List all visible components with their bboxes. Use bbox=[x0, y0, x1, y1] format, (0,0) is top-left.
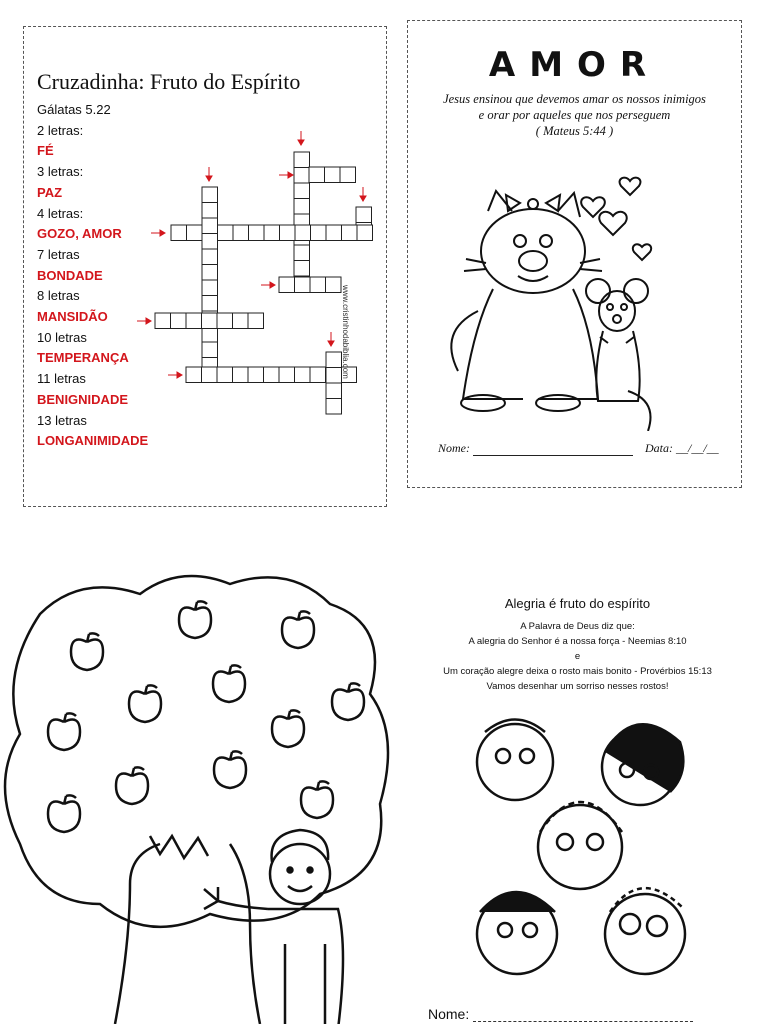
crossword-cell[interactable] bbox=[326, 399, 342, 415]
face-drawing bbox=[477, 720, 553, 801]
verse-line: Jesus ensinou que devemos amar os nossos inimigos bbox=[443, 92, 706, 106]
arrow-icon bbox=[206, 167, 212, 181]
group-label: 2 letras: bbox=[37, 122, 84, 138]
cat-drawing bbox=[451, 191, 602, 411]
crossword-cell[interactable] bbox=[295, 225, 311, 241]
group-label: 13 letras bbox=[37, 412, 87, 428]
reference: Gálatas 5.22 bbox=[37, 102, 111, 117]
heart-icon bbox=[599, 212, 626, 235]
crossword-cell[interactable] bbox=[311, 225, 327, 241]
arrow-icon bbox=[261, 282, 275, 288]
crossword-cell[interactable] bbox=[294, 261, 310, 277]
arrow-icon bbox=[360, 187, 366, 201]
alegria-line: A alegria do Senhor é a nossa força - Neemias 8:10 bbox=[468, 636, 687, 647]
group-words: BENIGNIDADE bbox=[37, 391, 129, 407]
verse-line: e orar por aqueles que nos perseguem bbox=[478, 108, 671, 122]
apple-icon bbox=[71, 633, 103, 670]
apple-icon bbox=[48, 795, 80, 832]
crossword-cell[interactable] bbox=[248, 367, 264, 383]
alegria-page bbox=[410, 596, 745, 694]
apple-icon bbox=[213, 665, 245, 702]
heart-icon bbox=[633, 244, 651, 260]
crossword-cell[interactable] bbox=[310, 277, 326, 293]
crossword-cell[interactable] bbox=[249, 225, 265, 241]
arrow-icon bbox=[328, 332, 334, 346]
name-label: Nome: bbox=[428, 1006, 470, 1022]
alegria-line: A Palavra de Deus diz que: bbox=[520, 621, 635, 632]
website-credit: www.cristinhodabiblia.com bbox=[341, 285, 350, 379]
group-label: 8 letras bbox=[37, 288, 80, 304]
apple-icon bbox=[48, 713, 80, 750]
crossword-cell[interactable] bbox=[233, 313, 249, 329]
faces-illustration bbox=[455, 712, 755, 982]
arrow-icon bbox=[168, 372, 182, 378]
amor-page bbox=[407, 20, 742, 488]
crossword-cell[interactable] bbox=[202, 218, 218, 234]
group-label: 10 letras bbox=[37, 329, 87, 345]
face-drawing bbox=[538, 802, 622, 889]
name-date-line bbox=[438, 441, 719, 456]
boy-drawing bbox=[204, 830, 343, 1024]
mouse-drawing bbox=[586, 279, 651, 431]
crossword-cell[interactable] bbox=[342, 225, 358, 241]
group-words: MANSIDÃO bbox=[37, 309, 108, 325]
crossword-cell[interactable] bbox=[326, 225, 342, 241]
crossword-cell[interactable] bbox=[218, 225, 234, 241]
crossword-cell[interactable] bbox=[294, 199, 310, 215]
crossword-cell[interactable] bbox=[217, 313, 233, 329]
name-label: Nome: bbox=[438, 441, 470, 455]
tree-trunk bbox=[115, 836, 260, 1024]
crossword-cell[interactable] bbox=[280, 225, 296, 241]
crossword-cell[interactable] bbox=[326, 277, 342, 293]
face-drawing bbox=[602, 724, 683, 805]
group-words: FÉ bbox=[37, 143, 54, 159]
crossword-cell[interactable] bbox=[326, 352, 342, 368]
crossword-cell[interactable] bbox=[233, 225, 249, 241]
crossword-cell[interactable] bbox=[186, 313, 202, 329]
crossword-cell[interactable] bbox=[309, 167, 325, 183]
crossword-cell[interactable] bbox=[326, 368, 342, 384]
crossword-cell[interactable] bbox=[264, 367, 280, 383]
crossword-cell[interactable] bbox=[202, 342, 218, 358]
apple-icon bbox=[129, 685, 161, 722]
crossword-cell[interactable] bbox=[202, 313, 218, 329]
group-words: TEMPERANÇA bbox=[37, 350, 129, 366]
crossword-page bbox=[23, 26, 387, 507]
crossword-cell[interactable] bbox=[340, 167, 356, 183]
apple-tree-illustration bbox=[0, 574, 390, 1024]
group-words: LONGANIMIDADE bbox=[37, 433, 149, 449]
face-drawing bbox=[477, 892, 557, 974]
crossword-cell[interactable] bbox=[325, 167, 341, 183]
alegria-line: e bbox=[574, 651, 581, 662]
crossword-cell[interactable] bbox=[155, 313, 171, 329]
alegria-title: Alegria é fruto do espírito bbox=[504, 596, 651, 611]
apple-icon bbox=[272, 710, 304, 747]
crossword-cell[interactable] bbox=[295, 277, 311, 293]
alegria-line: Um coração alegre deixa o rosto mais bonito - Provérbios 15:13 bbox=[443, 666, 712, 677]
arrow-icon bbox=[279, 172, 293, 178]
apples-group bbox=[48, 601, 364, 832]
crossword-cell[interactable] bbox=[202, 296, 218, 312]
crossword-cell[interactable] bbox=[279, 277, 295, 293]
group-label: 4 letras: bbox=[37, 205, 84, 221]
arrow-icon bbox=[298, 131, 304, 145]
apple-icon bbox=[332, 683, 364, 720]
verse-text bbox=[416, 91, 733, 139]
apple-icon bbox=[214, 751, 246, 788]
verse-reference: ( Mateus 5:44 ) bbox=[535, 124, 614, 138]
name-field[interactable] bbox=[473, 443, 633, 456]
crossword-cell[interactable] bbox=[294, 152, 310, 168]
crossword-cell[interactable] bbox=[264, 225, 280, 241]
name-field[interactable] bbox=[473, 1009, 693, 1022]
arrow-icon bbox=[137, 318, 151, 324]
crossword-cell[interactable] bbox=[356, 207, 372, 223]
group-label: 7 letras bbox=[37, 246, 80, 262]
date-label: Data: bbox=[645, 441, 673, 455]
amor-title: AMOR bbox=[488, 45, 661, 85]
crossword-cell[interactable] bbox=[187, 225, 203, 241]
crossword-cell[interactable] bbox=[202, 280, 218, 296]
crossword-cell[interactable] bbox=[217, 367, 233, 383]
crossword-cell[interactable] bbox=[171, 313, 187, 329]
group-words: BONDADE bbox=[37, 267, 103, 283]
crossword-cell[interactable] bbox=[310, 367, 326, 383]
crossword-cell[interactable] bbox=[279, 367, 295, 383]
group-words: GOZO, AMOR bbox=[37, 226, 122, 242]
crossword-cell[interactable] bbox=[202, 367, 218, 383]
crossword-cell[interactable] bbox=[202, 265, 218, 281]
alegria-name-line bbox=[428, 1006, 693, 1022]
group-words: PAZ bbox=[37, 184, 63, 200]
face-drawing bbox=[605, 888, 685, 974]
apple-icon bbox=[116, 767, 148, 804]
crossword-cell[interactable] bbox=[357, 225, 373, 241]
crossword-cell[interactable] bbox=[326, 383, 342, 399]
apple-icon bbox=[301, 781, 333, 818]
apple-icon bbox=[179, 601, 211, 638]
crossword-cell[interactable] bbox=[171, 225, 187, 241]
heart-icon bbox=[620, 178, 641, 195]
crossword-cell[interactable] bbox=[294, 183, 310, 199]
crossword-cell[interactable] bbox=[202, 234, 218, 250]
cat-and-mouse-illustration bbox=[408, 171, 743, 431]
group-label: 3 letras: bbox=[37, 164, 84, 180]
crossword-cell[interactable] bbox=[294, 245, 310, 261]
apple-icon bbox=[282, 611, 314, 648]
arrow-icon bbox=[151, 230, 165, 236]
crossword-cell[interactable] bbox=[186, 367, 202, 383]
crossword-grid bbox=[24, 27, 388, 508]
crossword-cell[interactable] bbox=[294, 168, 310, 184]
crossword-cell[interactable] bbox=[248, 313, 264, 329]
alegria-line: Vamos desenhar um sorriso nesses rostos! bbox=[486, 681, 669, 692]
crossword-cell[interactable] bbox=[202, 203, 218, 219]
crossword-cell[interactable] bbox=[202, 187, 218, 203]
crossword-cell[interactable] bbox=[295, 367, 311, 383]
crossword-cell[interactable] bbox=[202, 249, 218, 265]
crossword-cell[interactable] bbox=[233, 367, 249, 383]
crossword-title: Cruzadinha: Fruto do Espírito bbox=[37, 69, 301, 94]
date-field[interactable]: __/__/__ bbox=[676, 441, 719, 455]
group-label: 11 letras bbox=[37, 371, 86, 387]
